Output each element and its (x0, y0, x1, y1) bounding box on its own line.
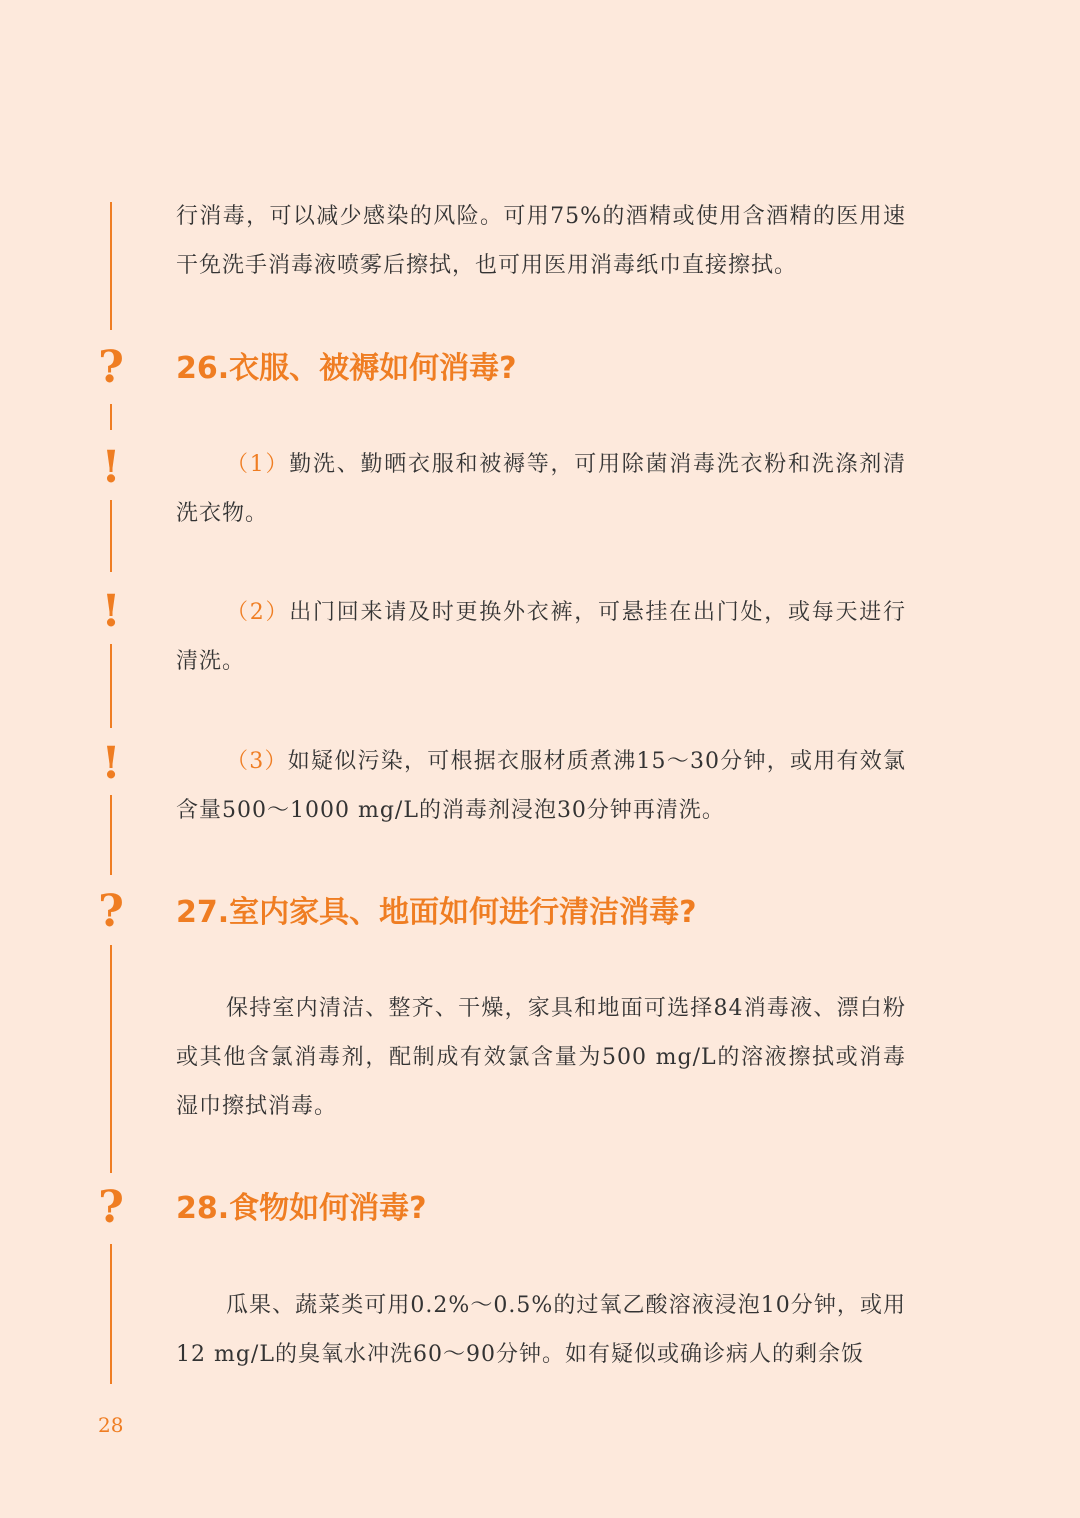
answer-number: （1） (226, 452, 290, 477)
answer-26-2 (176, 588, 906, 686)
exclamation-mark-icon: ! (101, 586, 121, 637)
margin-rule (110, 1244, 112, 1384)
section-heading-27: 27.室内家具、地面如何进行清洁消毒? (176, 895, 697, 930)
answer-text: 如疑似污染，可根据衣服材质煮沸15～30分钟，或用有效氯含量500～1000 mg/L的消毒剂浸泡30分钟再清洗。 (176, 749, 906, 823)
margin-rule (110, 795, 112, 875)
intro-paragraph: 行消毒，可以减少感染的风险。可用75%的酒精或使用含酒精的医用速干免洗手消毒液喷雾后擦拭，也可用医用消毒纸巾直接擦拭。 (176, 204, 906, 278)
margin-rule (110, 404, 112, 430)
page-number: 28 (98, 1413, 124, 1437)
question-mark-icon: ? (98, 1182, 124, 1233)
question-mark-icon: ? (98, 886, 124, 937)
answer-26-3 (176, 737, 906, 835)
answer-text: 出门回来请及时更换外衣裤，可悬挂在出门处，或每天进行清洗。 (176, 600, 906, 674)
answer-text: 勤洗、勤晒衣服和被褥等，可用除菌消毒洗衣粉和洗涤剂清洗衣物。 (176, 452, 906, 526)
answer-28: 瓜果、蔬菜类可用0.2%～0.5%的过氧乙酸溶液浸泡10分钟，或用12 mg/L的臭氧水冲洗60～90分钟。如有疑似或确诊病人的剩余饭 (176, 1293, 906, 1367)
question-mark-icon: ? (98, 342, 124, 393)
margin-rule (110, 644, 112, 728)
margin-rule (110, 945, 112, 1173)
answer-27: 保持室内清洁、整齐、干燥，家具和地面可选择84消毒液、漂白粉或其他含氯消毒剂，配制成有效氯含量为500 mg/L的溶液擦拭或消毒湿巾擦拭消毒。 (176, 996, 906, 1119)
margin-rule (110, 202, 112, 330)
exclamation-mark-icon: ! (101, 442, 121, 493)
answer-number: （2） (226, 600, 290, 625)
answer-26-1 (176, 440, 906, 538)
section-heading-26: 26.衣服、被褥如何消毒? (176, 351, 517, 386)
answer-number: （3） (226, 749, 288, 774)
exclamation-mark-icon: ! (101, 738, 121, 789)
section-heading-28: 28.食物如何消毒? (176, 1191, 427, 1226)
margin-rule (110, 500, 112, 572)
